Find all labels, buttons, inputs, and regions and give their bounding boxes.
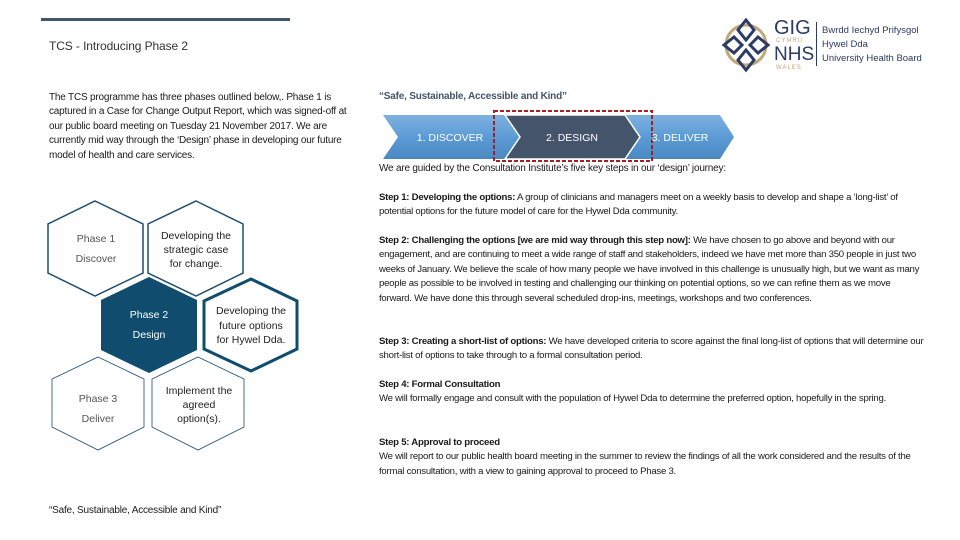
step-1 — [379, 191, 924, 220]
step-text: We will report to our public health board meeting in the summer to review the findings of all the work considered and the results of the formal consultation, with a view to gaining approval to proceed to Phase 3. — [379, 451, 911, 477]
cymru-text: CYMRU — [776, 38, 803, 44]
phase-2-desc: for Hywel Dda. — [216, 334, 286, 346]
phase-3-desc: agreed — [182, 399, 216, 411]
step-text: We will formally engage and consult with the population of Hywel Dda to determine the preferred option, hopefully in the spring. — [379, 393, 886, 405]
phase-3-desc: option(s). — [177, 413, 221, 425]
step-heading: Step 5: Approval to proceed — [379, 437, 500, 448]
logo-line: Hywel Dda — [822, 39, 868, 50]
step-4 — [379, 378, 924, 407]
phase-3-desc: Implement the — [165, 385, 233, 397]
step-heading: Step 3: Creating a short-list of options: — [379, 336, 547, 347]
bottom-quote: “Safe, Sustainable, Accessible and Kind” — [49, 505, 222, 516]
step-text: We have chosen to go above and beyond with our engagement, and are continuing to meet a wide range of staff and stakeholders, indeed we have met more than 350 people in just two weeks of January. We believe the scale of how many people we have involved in this challenge is unusually high, but we want as many people as possible to be involved in testing and challenging our thinking on potential options, so we can refine them as we move forward. We have done this through several scheduled drop-ins, meetings, workshops and two conferences. — [379, 235, 920, 304]
step-heading: Step 1: Developing the options: — [379, 192, 516, 203]
phase-1-name: Phase 1 — [76, 233, 116, 245]
process-chevrons — [380, 108, 740, 166]
step-design-label: 2. DESIGN — [546, 132, 598, 144]
gig-text: GIG — [774, 17, 811, 39]
step-2 — [379, 234, 924, 306]
step-3 — [379, 335, 924, 364]
nhs-logo — [720, 18, 930, 73]
phase-2-desc: future options — [219, 320, 283, 332]
step-5 — [379, 436, 924, 479]
step-text: We have developed criteria to score against the final long-list of options that will determine our short-list of options to take through to a formal consultation period. — [379, 336, 924, 362]
celtic-knot-icon — [720, 18, 772, 73]
nhs-text: NHS — [774, 44, 815, 65]
phase-1-desc: for change. — [169, 258, 223, 270]
quote-heading: “Safe, Sustainable, Accessible and Kind” — [379, 91, 567, 102]
phase-1-desc: strategic case — [163, 244, 229, 256]
phase-hexagons — [0, 0, 360, 470]
phase-2-name: Phase 2 — [129, 309, 169, 321]
phase-2-hexagon — [101, 277, 197, 373]
logo-divider — [816, 22, 817, 66]
step-discover-label: 1. DISCOVER — [416, 132, 484, 144]
phase-2-stage: Design — [132, 329, 166, 341]
phase-3-name: Phase 3 — [78, 393, 118, 405]
step-heading: Step 2: Challenging the options [we are mid way through this step now]: — [379, 235, 691, 246]
page-title: TCS - Introducing Phase 2 — [49, 39, 188, 53]
logo-line: University Health Board — [822, 53, 922, 64]
phase-3-stage: Deliver — [81, 413, 115, 425]
phase-1-stage: Discover — [75, 253, 117, 265]
step-deliver-label: 3. DELIVER — [651, 132, 709, 144]
wales-text: WALES — [776, 65, 802, 71]
logo-line: Bwrdd Iechyd Prifysgol — [822, 25, 919, 36]
step-text: A group of clinicians and managers meet on a weekly basis to develop and shape a ‘long-list’ of potential options for the future model of care for the Hywel Dda community. — [379, 192, 898, 218]
phase-1-hexagon — [48, 201, 143, 296]
guided-text: We are guided by the Consultation Institute’s five key steps in our ‘design’ journey: — [379, 163, 726, 174]
phase-2-desc: Developing the — [215, 305, 287, 317]
phase-1-desc: Developing the — [160, 230, 232, 242]
intro-text: The TCS programme has three phases outlined below,. Phase 1 is captured in a Case for Change Output Report, which was signed-off at our public board meeting on Tuesday 21 November 2017. We are currently mid way through the ‘Design’ phase in developing our future model of health and care services. — [49, 92, 347, 161]
step-heading: Step 4: Formal Consultation — [379, 379, 501, 390]
